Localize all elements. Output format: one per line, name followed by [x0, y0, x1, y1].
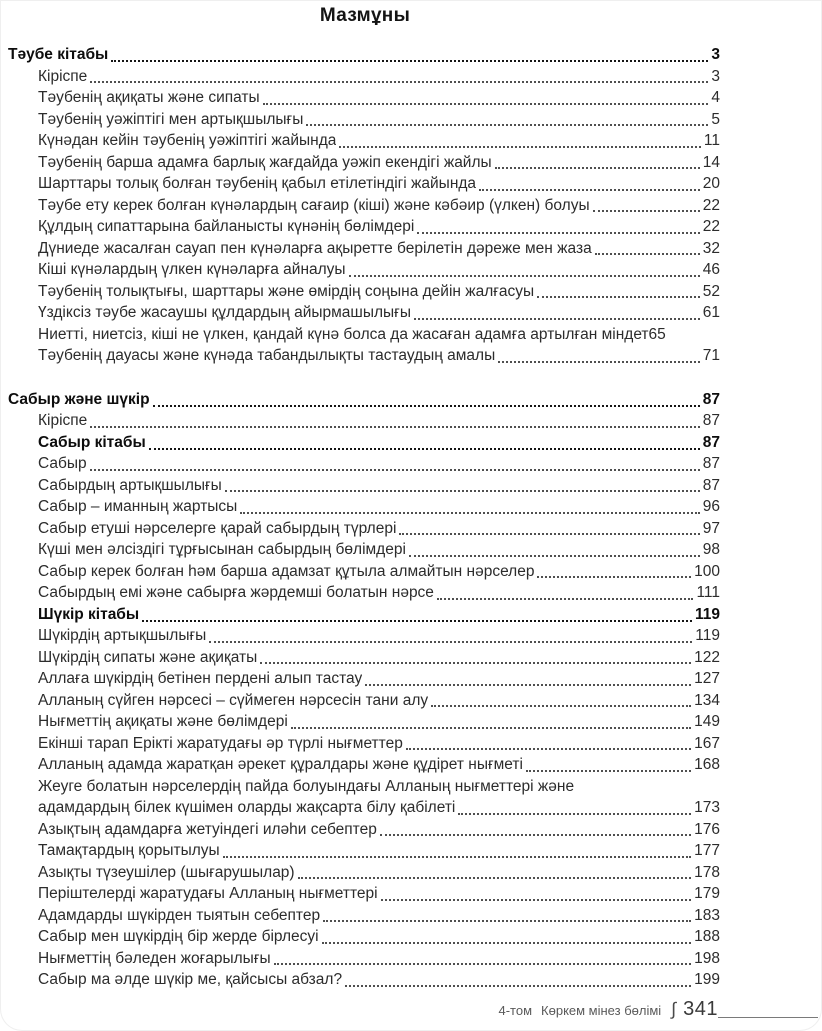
toc-entry	[8, 647, 720, 669]
dot-leader	[322, 942, 692, 944]
toc-entry	[8, 130, 720, 152]
dot-leader	[381, 899, 692, 901]
toc-entry	[8, 948, 720, 970]
toc-entry-page: 96	[702, 498, 720, 515]
toc-entry-page: 11	[703, 132, 720, 149]
toc-entry-label: Сабырдың емі және сабырға жәрдемші болатын нәрсе	[38, 584, 434, 601]
dot-leader	[291, 727, 691, 729]
toc-entry-label: Алланың сүйген нәрсесі – сүймеген нәрсесін тани алу	[38, 691, 429, 709]
toc-entry-label: Азықты түзеушілер (шығарушылар)	[38, 863, 295, 881]
toc-entry-label: Алланың адамда жаратқан әрекет құралдары және құдірет нығметі	[38, 756, 523, 773]
toc-entry	[8, 797, 720, 819]
toc-entry-page: 199	[694, 971, 720, 988]
toc-entry	[8, 195, 720, 217]
toc-entry-page: 87	[702, 476, 720, 494]
toc-entry-label: Тәубе кітабы	[8, 46, 109, 63]
toc-entry	[8, 561, 720, 583]
toc-entry-label: Шарттары толық болған тәубенің қабыл етілетіндігі жайында	[38, 175, 477, 192]
toc-entry-label: Шүкірдің артықшылығы	[38, 627, 207, 644]
toc-entry-label: Нығметтің ақиқаты және бөлімдері	[38, 713, 288, 730]
dot-leader	[323, 920, 691, 922]
page-title: Мазмұны	[319, 5, 411, 26]
toc-entry	[8, 733, 720, 755]
toc-entry-page: 168	[694, 756, 720, 773]
toc-entry-label: Періштелерді жаратудағы Алланың нығметтері	[38, 885, 378, 902]
toc-entry	[8, 496, 720, 518]
toc-entry-page: 111	[696, 584, 720, 601]
toc-entry	[8, 345, 720, 367]
toc-entry	[8, 690, 720, 712]
toc-entry-label: Жеуге болатын нәрселердің пайда болуындағы Алланың нығметтері және	[38, 777, 575, 795]
toc-entry	[8, 87, 720, 109]
toc-entry-label: Тәубе ету керек болған күнәлардың сағаир (кіші) және кәбәир (үлкен) болуы	[38, 196, 590, 214]
dot-leader	[223, 856, 691, 858]
toc-entry-page: 188	[694, 928, 720, 945]
toc-entry	[8, 216, 720, 238]
page-footer	[498, 998, 818, 1021]
toc-entry	[8, 281, 720, 303]
toc-entry	[8, 324, 720, 346]
toc-entry	[8, 625, 720, 647]
toc-entry	[8, 969, 720, 991]
toc-entry-label: Сабыр – иманның жартысы	[38, 498, 238, 515]
dot-leader	[437, 598, 694, 600]
toc-entry	[8, 711, 720, 733]
toc-entry	[8, 44, 720, 66]
toc-entry-page: 5	[711, 110, 720, 128]
toc-entry	[8, 173, 720, 195]
dot-leader	[306, 124, 708, 126]
section-divider-icon: ∫	[671, 999, 677, 1019]
dot-leader	[225, 490, 700, 492]
toc-entry-page: 32	[702, 239, 720, 257]
toc-entry-page: 87	[702, 433, 720, 451]
toc-entry	[8, 862, 720, 884]
toc-entry-page: 149	[694, 713, 720, 730]
dot-leader	[142, 620, 692, 622]
toc-entry-page: 173	[694, 799, 720, 816]
toc-entry-label: Сабыр етуші нәрселерге қарай сабырдың түрлері	[38, 519, 397, 537]
toc-entry-label: Нығметтің бәледен жоғарылығы	[38, 949, 271, 967]
toc-entry	[8, 776, 720, 798]
toc-entry	[8, 389, 720, 411]
dot-leader	[111, 60, 708, 62]
toc-entry-page: 119	[694, 605, 720, 623]
toc-entry-label: Сабыр керек болған һәм барша адамзат құтыла алмайтын нәрселер	[38, 562, 535, 580]
dot-leader	[90, 426, 699, 428]
toc-entry-label: адамдардың білек күшімен оларды жақсарта білу қабілеті	[38, 799, 456, 816]
toc-entry-label: Сабыр ма әлде шүкір ме, қайсысы абзал?	[38, 971, 343, 988]
toc-entry-page: 22	[702, 218, 720, 235]
toc-entry	[8, 905, 720, 927]
toc-entry-label: Кіші күнәлардың үлкен күнәларға айналуы	[38, 261, 346, 278]
toc-entry	[8, 152, 720, 174]
toc-entry-page: 46	[702, 261, 720, 278]
toc-entry	[8, 883, 720, 905]
toc-entry-label: Ниетті, ниетсіз, кіші не үлкен, қандай күнә болса да жасаған адамға артылған міндет	[38, 325, 649, 343]
toc-entry-page: 98	[702, 541, 720, 558]
dot-leader	[399, 533, 699, 535]
toc-entry-label: Аллаға шүкірдің бетінен пердені алып тастау	[38, 670, 363, 687]
toc-entry-page: 100	[694, 562, 720, 580]
toc-entry-page: 52	[702, 282, 720, 300]
toc-entry-page: 22	[702, 196, 720, 214]
dot-leader	[526, 770, 691, 772]
toc-entry-label: Дүниеде жасалған сауап пен күнәларға ақыретте берілетін дәреже мен жаза	[38, 239, 592, 257]
toc-entry	[8, 604, 720, 626]
dot-leader	[274, 963, 692, 965]
toc-entry	[8, 259, 720, 281]
dot-leader	[595, 253, 700, 255]
dot-leader	[240, 512, 699, 514]
dot-leader	[349, 275, 700, 277]
toc-entry	[8, 518, 720, 540]
toc-entry-label: Сабыр	[38, 455, 87, 472]
toc-entry-page: 87	[702, 412, 720, 429]
toc-entry-page: 71	[702, 347, 720, 364]
toc-entry-page: 167	[694, 734, 720, 752]
dot-leader	[431, 705, 691, 707]
toc-entry	[8, 475, 720, 497]
toc-entry-page: 177	[694, 842, 720, 859]
dot-leader	[90, 81, 708, 83]
dot-leader	[380, 834, 691, 836]
dot-leader	[537, 576, 691, 578]
toc-entry-label: Күнәдан кейін тәубенің уәжіптігі жайында	[38, 132, 337, 149]
toc-entry-label: Тәубенің уәжіптігі мен артықшылығы	[38, 110, 304, 128]
toc-entry-page: 97	[702, 519, 720, 537]
toc-entry	[8, 410, 720, 432]
toc-entry-label: Сабыр және шүкір	[8, 390, 150, 408]
toc-entry-page: 65	[648, 325, 666, 343]
dot-leader	[593, 210, 700, 212]
toc-entry-page: 179	[694, 885, 720, 902]
footer-page-number: 341	[683, 998, 718, 1020]
dot-leader	[339, 146, 701, 148]
toc-entry-label: Адамдарды шүкірден тыятын себептер	[38, 906, 321, 924]
toc-entry-label: Сабыр мен шүкірдің бір жерде бірлесуі	[38, 928, 319, 945]
toc-entry-label: Тәубенің барша адамға барлық жағдайда уәжіп екендігі жайлы	[38, 153, 492, 171]
dot-leader	[414, 318, 700, 320]
toc-entry-page: 134	[694, 691, 720, 709]
toc-entry-page: 122	[694, 648, 720, 666]
dot-leader	[153, 405, 700, 407]
footer-section-title: Көркем мінез бөлімі	[541, 1003, 662, 1018]
toc-entry-page: 198	[694, 949, 720, 967]
toc-entry	[8, 109, 720, 131]
toc-entry-page: 4	[711, 89, 720, 106]
toc-entry-label: Күші мен әлсіздігі тұрғысынан сабырдың бөлімдері	[38, 541, 406, 558]
dot-leader	[479, 189, 700, 191]
toc-entry-label: Сабырдың артықшылығы	[38, 476, 222, 494]
dot-leader	[263, 103, 709, 105]
toc-entry	[8, 238, 720, 260]
toc-entry-label: Үздіксіз тәубе жасаушы құлдардың айырмашылығы	[38, 304, 411, 321]
toc-entry-label: Шүкір кітабы	[38, 605, 140, 623]
footer-volume: 4-том	[498, 1003, 533, 1018]
dot-leader	[498, 361, 700, 363]
toc-entry	[8, 539, 720, 561]
toc-entry-label: Тәубенің ақиқаты және сипаты	[38, 89, 260, 106]
toc-entry-label: Азықтың адамдарға жетуіндегі иләһи себептер	[38, 820, 377, 838]
dot-leader	[417, 232, 699, 234]
toc-list	[8, 44, 720, 991]
dot-leader	[495, 167, 700, 169]
toc-entry-label: Тәубенің толықтығы, шарттары және өмірдің соңына дейін жалғасуы	[38, 282, 535, 300]
toc-entry	[8, 668, 720, 690]
dot-leader	[458, 813, 691, 815]
dot-leader	[209, 641, 692, 643]
toc-entry	[8, 453, 720, 475]
toc-entry-page: 20	[702, 175, 720, 192]
toc-entry-page: 127	[694, 670, 720, 687]
toc-entry-page: 3	[711, 46, 720, 63]
toc-entry-page: 61	[702, 304, 720, 321]
toc-entry-page: 176	[694, 820, 720, 838]
toc-entry	[8, 66, 720, 88]
dot-leader	[537, 296, 700, 298]
toc-entry-label: Кіріспе	[38, 412, 88, 429]
dot-leader	[409, 555, 700, 557]
dot-leader	[149, 448, 700, 450]
toc-entry-page: 87	[702, 390, 720, 408]
toc-entry-page: 3	[711, 67, 720, 85]
footer-underline	[718, 1017, 818, 1018]
toc-entry	[8, 582, 720, 604]
toc-entry-page: 119	[695, 627, 720, 644]
toc-entry-label: Сабыр кітабы	[38, 433, 146, 451]
toc-entry-label: Тамақтардың қорытылуы	[38, 842, 220, 859]
dot-leader	[406, 748, 691, 750]
dot-leader	[365, 684, 691, 686]
toc-entry	[8, 432, 720, 454]
toc-entry	[8, 926, 720, 948]
toc-entry-label: Тәубенің дауасы және күнәда табандылықты тастаудың амалы	[38, 347, 496, 364]
dot-leader	[345, 985, 691, 987]
toc-entry-page: 14	[702, 153, 720, 171]
toc-entry-label: Құлдың сипаттарына байланысты күнәнің бөлімдері	[38, 218, 415, 235]
toc-entry	[8, 754, 720, 776]
toc-entry-label: Екінші тарап Ерікті жаратудағы әр түрлі нығметтер	[38, 734, 403, 752]
dot-leader	[90, 469, 700, 471]
toc-entry	[8, 302, 720, 324]
toc-entry-page: 183	[694, 906, 720, 924]
toc-entry-page: 178	[694, 863, 720, 881]
toc-entry-page: 87	[702, 455, 720, 472]
toc-entry	[8, 819, 720, 841]
toc-entry-label: Шүкірдің сипаты және ақиқаты	[38, 648, 258, 666]
toc-entry	[8, 840, 720, 862]
toc-entry-label: Кіріспе	[38, 67, 88, 85]
dot-leader	[260, 662, 691, 664]
dot-leader	[298, 877, 692, 879]
